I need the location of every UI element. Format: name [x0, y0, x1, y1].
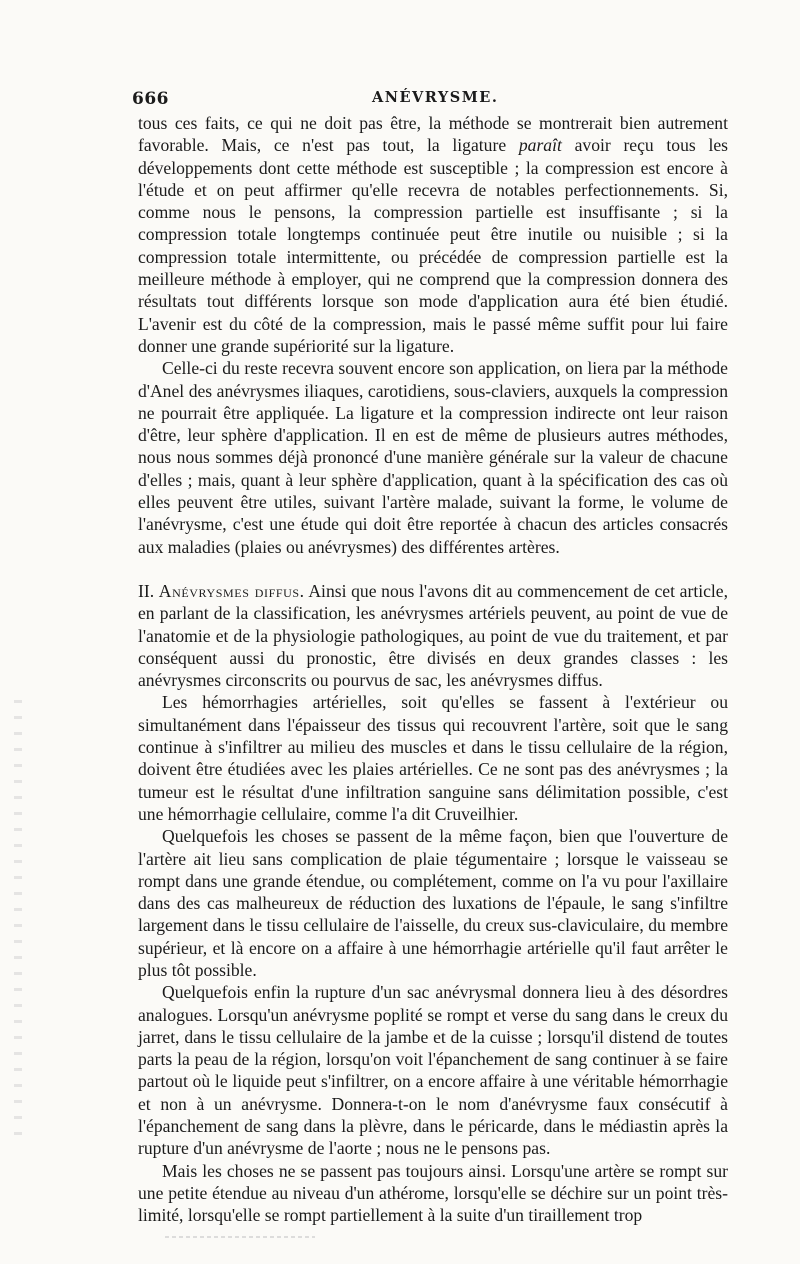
- section-paragraph: [138, 580, 728, 691]
- paragraph-text: tous ces faits, ce qui ne doit pas être, la méthode se montrerait bien autrement favorable. Mais, ce n'est pas tout, la ligature: [138, 113, 728, 156]
- body-text: [138, 112, 728, 1227]
- paragraph: Quelquefois les choses se passent de la même façon, bien que l'ouverture de l'artère ait lieu sans complication de plaie tégumentaire ; lorsque le vaisseau se rompt dans une grande étendue, ou complétement, comme on l'a vu pour l'axillaire dans des cas malheureux de réduction des luxations de l'épaule, le sang s'infiltre largement dans le tissu cellulaire de l'aisselle, du creux sus-claviculaire, du membre supérieur, et là encore on a affaire à une hémorrhagie artérielle qu'il faut arrêter le plus tôt possible.: [138, 826, 728, 980]
- paragraph-text: Ainsi que nous l'avons dit au commencement de cet article, en parlant de la classification, les anévrysmes artériels peuvent, au point de vue de l'anatomie et de la physiologie pathologiques, au point de vue du traitement, et par conséquent aussi du pronostic, être divisés en deux grandes classes : les anévrysmes circonscrits ou pourvus de sac, les anévrysmes diffus.: [138, 580, 728, 691]
- scan-margin-artifact: [14, 700, 22, 1140]
- paragraph: Celle-ci du reste recevra souvent encore son application, on liera par la méthode d'Anel des anévrysmes iliaques, carotidiens, sous-claviers, auxquels la compression ne pourrait être appliquée. La ligature et la compression indirecte ont leur raison d'être, leur sphère d'application. Il en est de même de plusieurs autres méthodes, nous nous sommes déjà prononcé d'une manière générale sur la valeur de chacune d'elles ; mais, quant à leur sphère d'application, quant à la spécification des cas où elles peuvent être utiles, suivant l'artère malade, suivant la forme, le volume de l'anévrysme, c'est une étude qui doit être reportée à chacun des articles consacrés aux maladies (plaies ou anévrysmes) des différentes artères.: [138, 358, 728, 557]
- running-title: ANÉVRYSME.: [372, 89, 499, 106]
- emphasis-text: paraît: [518, 135, 562, 156]
- paragraph: [138, 112, 728, 357]
- page-number: 666: [132, 89, 169, 109]
- paragraph: Mais les choses ne se passent pas toujours ainsi. Lorsqu'une artère se rompt sur une petite étendue au niveau d'un athérome, lorsqu'elle se déchire sur un point très-limité, lorsqu'elle se rompt partiellement à la suite d'un tiraillement trop: [138, 1160, 728, 1226]
- section-heading: Anévrysmes diffus.: [158, 580, 305, 601]
- paragraph-text: avoir reçu tous les développements dont cette méthode est susceptible ; la compression est encore à l'étude et on peut affirmer qu'elle recevra de notables perfectionnements. Si, comme nous le pensons, la compression partielle est insuffisante ; si la compression totale longtemps continuée peut être inutile ou nuisible ; si la compression totale intermittente, ou précédée de compression partielle est la meilleure méthode à employer, qui ne comprend que la compression donnera des résultats tout différents lorsque son mode d'application aura été bien étudié. L'avenir est du côté de la compression, mais le passé même suffit pour lui faire donner une grande supériorité sur la ligature.: [138, 135, 728, 356]
- page-header: [132, 89, 722, 113]
- footer-rule: [165, 1236, 315, 1238]
- paragraph: Quelquefois enfin la rupture d'un sac anévrysmal donnera lieu à des désordres analogues. Lorsqu'un anévrysme poplité se rompt et verse du sang dans le creux du jarret, dans le tissu cellulaire de la jambe et de la cuisse ; lorsqu'il distend de toutes parts la peau de la région, lorsqu'on voit l'épanchement de sang continuer à se faire partout où le liquide peut s'infiltrer, on a encore affaire à une véritable hémorrhagie et non à un anévrysme. Donnera-t-on le nom d'anévrysme faux consécutif à l'épanchement de sang dans la plèvre, dans le péricarde, dans le médiastin après la rupture d'un anévrysme de l'aorte ; nous ne le pensons pas.: [138, 982, 728, 1159]
- paragraph: Les hémorrhagies artérielles, soit qu'elles se fassent à l'extérieur ou simultanément dans l'épaisseur des tissus qui recouvrent l'artère, soit que le sang continue à s'infiltrer au milieu des muscles et dans le tissu cellulaire de la région, doivent être étudiées avec les plaies artérielles. Ce ne sont pas des anévrysmes ; la tumeur est le résultat d'une infiltration sanguine sans délimitation possible, c'est une hémorrhagie cellulaire, comme l'a dit Cruveilhier.: [138, 692, 728, 824]
- section-number: II.: [138, 580, 155, 601]
